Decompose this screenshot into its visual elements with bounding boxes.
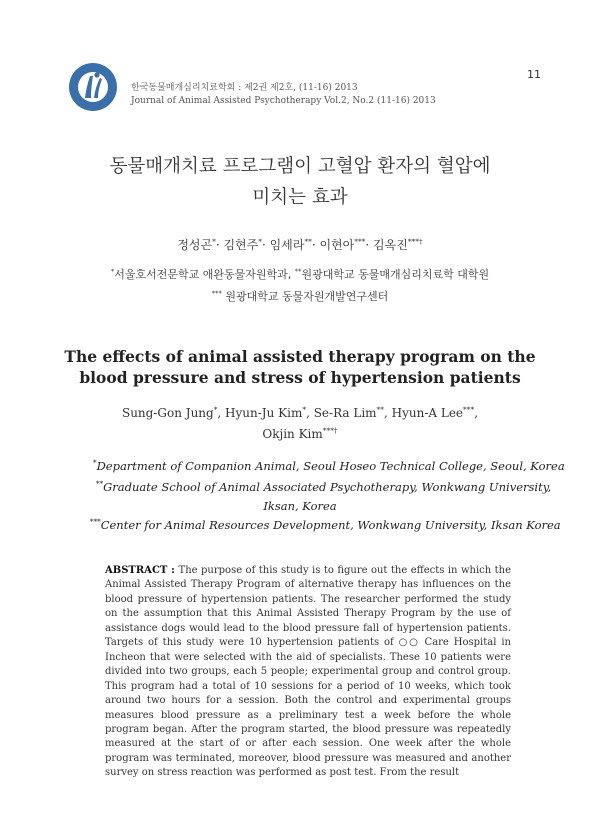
author-mark: * [258,237,262,246]
affiliation-text: Department of Companion Animal, Seoul Hoseo Technical College, Seoul, Korea [96,459,565,473]
abstract-label: ABSTRACT : [105,565,179,576]
author-list-english [0,403,600,445]
author-name: Sung-Gon Jung [121,406,214,420]
author-mark: ***† [407,237,423,246]
author-mark: ** [304,237,312,246]
abstract [105,564,511,781]
affiliation-english-3 [90,518,561,532]
abstract-text: The purpose of this study is to figure out the effects in which the Animal Assisted Therapy Program of alternative therapy has influences on the blood pressure of hypertension patients. The researcher performed the study on the assumption that this Animal Assisted Therapy Program by the use of assistance dogs would lead to the blood pressure fall of hypertension patients. Targets of this study were 10 hypertension patients of ○○ Care Hospital in Incheon that were selected with the aid of specialists. These 10 patients were divided into two groups, each 5 people; experimental group and control group. This program had a total of 10 sessions for a period of 10 weeks, which took around two hours for a session. Both the control and experimental groups measures blood pressure as a preliminary test a week before the whole program began. After the program started, the blood pressure was repeatedly measured at the start of or after each session. One week after the whole program was terminated, moreover, blood pressure was measured and another survey on stress reaction was performed as post test. From the result [105,565,512,779]
journal-citation-english: Journal of Animal Assisted Psychotherapy Vol.2, No.2 (11-16) 2013 [131,96,436,106]
affiliation-text: Graduate School of Animal Associated Psychotherapy, Wonkwang University, [103,480,552,494]
author-name: , Se-Ra Lim [306,406,377,420]
author-separator: , [474,406,479,420]
author-line-2 [0,424,600,445]
affiliation-mark: * [110,267,115,276]
author-mark: * [213,405,218,414]
author-mark: *** [354,237,366,246]
affiliation-english-2-continued: Iksan, Korea [263,499,337,513]
author-name: 김현주 [223,238,259,252]
affiliation-mark: * [93,458,97,468]
affiliation-english-2 [96,480,551,494]
affiliation-mark: ** [294,267,302,276]
affiliation-korean-line-1 [0,266,600,282]
author-separator: · [215,238,224,252]
author-list-korean [0,236,600,253]
author-name: 이현아 [319,238,355,252]
author-separator: · [311,238,320,252]
author-separator: · [261,238,270,252]
author-mark: * [212,237,216,246]
author-name: 임세라 [269,238,305,252]
affiliation-text: 원광대학교 동물매개심리치료학 대학원 [301,268,490,281]
paper-title-korean [0,151,600,213]
paper-title-english: The effects of animal assisted therapy program on the blood pressure and stress of hypertension patients [64,347,536,387]
affiliation-text: 서울호서전문학교 애완동물자원학과, [114,268,295,281]
author-name: Okjin Kim [262,427,323,441]
author-separator: · [365,238,374,252]
author-mark: *** [463,405,475,414]
affiliation-text: 원광대학교 동물자원개발연구센터 [221,290,389,303]
author-name: , Hyun-Ju Kim [217,406,303,420]
author-mark: * [302,405,307,414]
author-line-1 [0,403,600,424]
page-number: 11 [527,68,541,81]
affiliation-english-1 [93,459,565,473]
affiliation-mark: *** [90,517,101,527]
title-line-2: 미치는 효과 [252,187,348,208]
journal-citation-korean: 한국동물매개심리치료학회 : 제2권 제2호, (11-16) 2013 [131,83,358,93]
affiliation-mark: *** [211,289,222,298]
author-mark: ** [376,405,384,414]
author-name: 김옥진 [373,238,408,252]
affiliation-mark: ** [96,479,104,489]
society-logo [68,62,118,112]
author-mark: ***† [322,426,338,435]
author-name: 정성곤 [177,238,213,252]
author-name: , Hyun-A Lee [383,406,464,420]
affiliation-text: Center for Animal Resources Development, Wonkwang University, Iksan Korea [100,518,561,532]
affiliation-korean-line-2 [0,288,600,304]
title-line-1: 동물매개치료 프로그램이 고혈압 환자의 혈압에 [109,156,491,177]
